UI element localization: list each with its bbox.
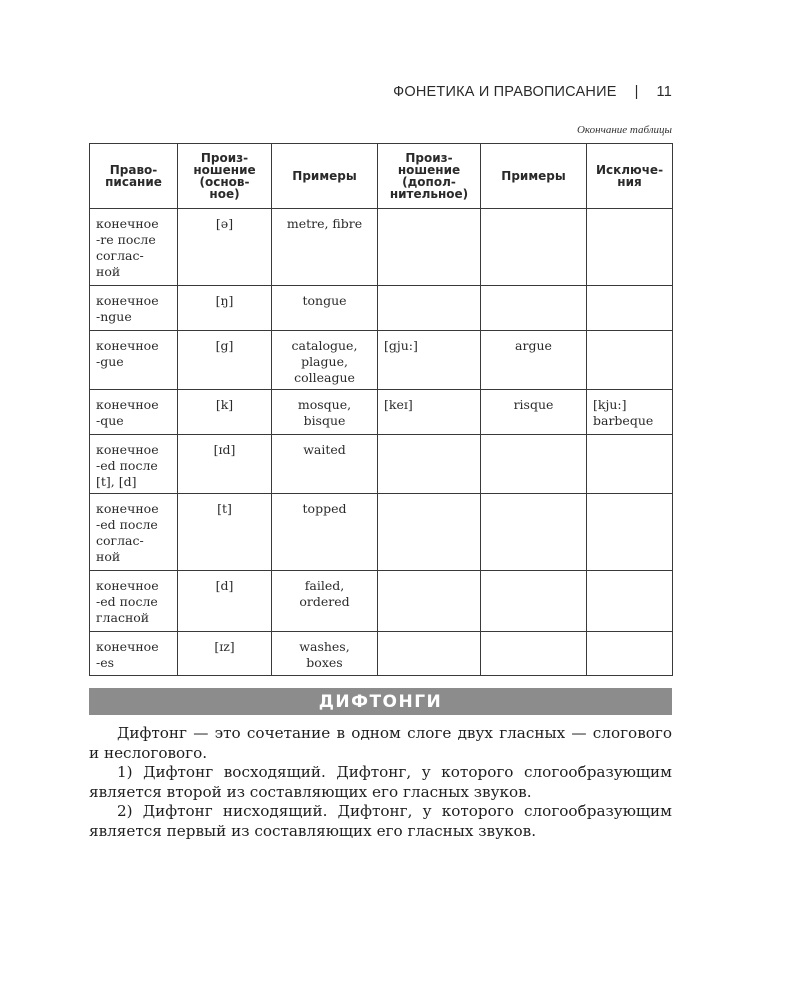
cell-main-pronunciation: [d] xyxy=(178,571,272,632)
cell-main-pronunciation: [ɪz] xyxy=(178,632,272,676)
cell-examples-additional: risque xyxy=(481,390,587,435)
header-exceptions: Исключе- ния xyxy=(587,144,673,209)
paragraph: Дифтонг — это сочетание в одном слоге двух гласных — слогового и неслогового. xyxy=(89,724,672,762)
table-row xyxy=(90,632,673,676)
cell-examples-additional xyxy=(481,571,587,632)
cell-main-pronunciation: [k] xyxy=(178,390,272,435)
section-heading-bar xyxy=(89,688,672,715)
cell-examples-additional: argue xyxy=(481,331,587,390)
body-text xyxy=(89,724,672,842)
cell-examples: washes, boxes xyxy=(272,632,378,676)
section-title: ДИФТОНГИ xyxy=(318,691,443,712)
table-row xyxy=(90,571,673,632)
cell-main-pronunciation: [ə] xyxy=(178,209,272,286)
cell-exceptions xyxy=(587,286,673,331)
table-header-row xyxy=(90,144,673,209)
table-row xyxy=(90,286,673,331)
header-examples: Примеры xyxy=(272,144,378,209)
cell-spelling: конечное -que xyxy=(90,390,178,435)
paragraph: 2) Дифтонг нисходящий. Дифтонг, у которого слогообразующим является первый из составляющих его гласных звуков. xyxy=(89,802,672,840)
cell-examples-additional xyxy=(481,286,587,331)
header-additional-pronunciation: Произ- ношение (допол- нительное) xyxy=(378,144,481,209)
cell-examples: waited xyxy=(272,435,378,494)
cell-examples-additional xyxy=(481,632,587,676)
cell-examples: topped xyxy=(272,494,378,571)
cell-spelling: конечное -ed после соглас- ной xyxy=(90,494,178,571)
cell-exceptions xyxy=(587,494,673,571)
cell-main-pronunciation: [ɪd] xyxy=(178,435,272,494)
header-spelling: Право- писание xyxy=(90,144,178,209)
header-separator: | xyxy=(634,84,639,100)
running-header xyxy=(90,84,672,104)
cell-examples: catalogue, plague, colleague xyxy=(272,331,378,390)
table-row xyxy=(90,331,673,390)
cell-spelling: конечное -re после соглас- ной xyxy=(90,209,178,286)
cell-exceptions xyxy=(587,571,673,632)
cell-main-pronunciation: [ŋ] xyxy=(178,286,272,331)
cell-additional-pronunciation xyxy=(378,494,481,571)
cell-additional-pronunciation xyxy=(378,209,481,286)
running-title: ФОНЕТИКА И ПРАВОПИСАНИЕ xyxy=(393,84,617,100)
cell-additional-pronunciation: [keɪ] xyxy=(378,390,481,435)
cell-main-pronunciation: [t] xyxy=(178,494,272,571)
table-row xyxy=(90,494,673,571)
cell-additional-pronunciation xyxy=(378,435,481,494)
cell-exceptions xyxy=(587,632,673,676)
cell-main-pronunciation: [g] xyxy=(178,331,272,390)
cell-exceptions xyxy=(587,209,673,286)
cell-exceptions xyxy=(587,331,673,390)
cell-examples-additional xyxy=(481,494,587,571)
cell-exceptions xyxy=(587,435,673,494)
cell-examples-additional xyxy=(481,209,587,286)
cell-examples: metre, fibre xyxy=(272,209,378,286)
table-continuation-label: Окончание таблицы xyxy=(576,124,672,136)
cell-additional-pronunciation xyxy=(378,286,481,331)
cell-additional-pronunciation: [gju:] xyxy=(378,331,481,390)
cell-spelling: конечное -gue xyxy=(90,331,178,390)
header-examples-additional: Примеры xyxy=(481,144,587,209)
table-row xyxy=(90,209,673,286)
cell-additional-pronunciation xyxy=(378,571,481,632)
table-row xyxy=(90,390,673,435)
page-number: 11 xyxy=(656,84,672,100)
cell-examples-additional xyxy=(481,435,587,494)
cell-spelling: конечное -es xyxy=(90,632,178,676)
cell-spelling: конечное -ngue xyxy=(90,286,178,331)
cell-examples: mosque, bisque xyxy=(272,390,378,435)
table-row xyxy=(90,435,673,494)
cell-exceptions: [kju:] barbeque xyxy=(587,390,673,435)
cell-spelling: конечное -ed после гласной xyxy=(90,571,178,632)
cell-examples: failed, ordered xyxy=(272,571,378,632)
cell-spelling: конечное -ed после [t], [d] xyxy=(90,435,178,494)
phonetics-table xyxy=(89,143,673,676)
paragraph: 1) Дифтонг восходящий. Дифтонг, у которого слогообразующим является второй из составляющих его гласных звуков. xyxy=(89,763,672,801)
cell-examples: tongue xyxy=(272,286,378,331)
header-main-pronunciation: Произ- ношение (основ- ное) xyxy=(178,144,272,209)
cell-additional-pronunciation xyxy=(378,632,481,676)
